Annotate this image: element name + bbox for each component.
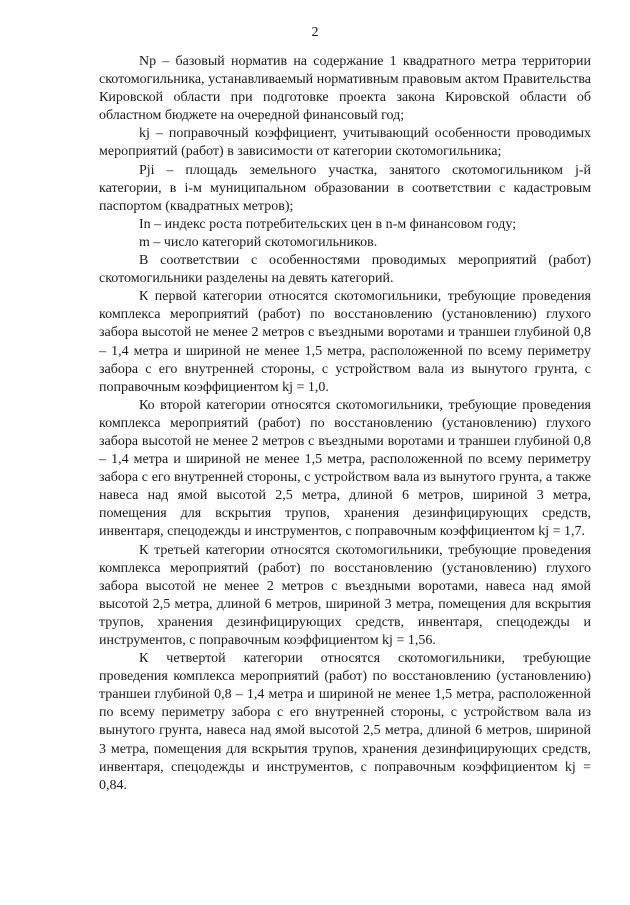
page-number: 2 <box>311 25 319 40</box>
paragraph-category-1: К первой категории относятся скотомогильники, требующие проведения комплекса мероприятий (работ) по восстановлению (установлению) глухого забора высотой не менее 2 метров с въездными воротами и траншеи глубиной 0,8 – 1,4 метра и шириной не менее 1,5 метра, расположенной по всему периметру забора с его внутренней стороны, с устройством вала из вынутого грунта, с поправочным коэффициентом kj = 1,0. <box>99 289 591 395</box>
paragraph-category-3: К третьей категории относятся скотомогильники, требующие проведения комплекса мероприятий (работ) по восстановлению (установлению) глухого забора высотой не менее 2 метров с въездными воротами, навеса над ямой высотой 2,5 метра, длиной 6 метров, шириной 3 метра, помещения для вскрытия трупов, хранения дезинфицирующих средств, инвентаря, спецодежды и инструментов, с поправочным коэффициентом kj = 1,56. <box>99 542 591 648</box>
paragraph-np-definition: Np – базовый норматив на содержание 1 квадратного метра территории скотомогильника, устанавливаемый нормативным правовым актом Правительства Кировской области при подготовке проекта закона Кировской области об областном бюджете на очередной финансовый год; <box>99 54 591 124</box>
paragraph-category-2: Ко второй категории относятся скотомогильники, требующие проведения комплекса мероприятий (работ) по восстановлению (установлению) глухого забора высотой не менее 2 метров с въездными воротами и траншеи глубиной 0,8 – 1,4 метра и шириной не менее 1,5 метра, расположенной по всему периметру забора с его внутренней стороны, с устройством вала из вынутого грунта, а также навеса над ямой высотой 2,5 метра, длиной 6 метров, шириной 3 метра, помещения для вскрытия трупов, хранения дезинфицирующих средств, инвентаря, спецодежды и инструментов, с поправочным коэффициентом kj = 1,7. <box>99 397 591 540</box>
paragraph-categories-intro: В соответствии с особенностями проводимых мероприятий (работ) скотомогильники разделены на девять категорий. <box>99 253 591 287</box>
document-body <box>99 53 591 795</box>
paragraph-category-4: К четвертой категории относятся скотомогильники, требующие проведения комплекса мероприятий (работ) по восстановлению (установлению) траншеи глубиной 0,8 – 1,4 метра и шириной не менее 1,5 метра, расположенной по всему периметру забора с его внутренней стороны, с устройством вала из вынутого грунта, навеса над ямой высотой 2,5 метра, длиной 6 метров, шириной 3 метра, помещения для вскрытия трупов, хранения дезинфицирующих средств, инвентаря, спецодежды и инструментов, с поправочным коэффициентом kj = 0,84. <box>99 651 591 793</box>
paragraph-m-definition: m – число категорий скотомогильников. <box>139 234 378 250</box>
paragraph-pji-definition: Pji – площадь земельного участка, занятого скотомогильником j-й категории, в i-м муниципальном образовании в соответствии с кадастровым паспортом (квадратных метров); <box>99 162 591 214</box>
paragraph-kj-definition: kj – поправочный коэффициент, учитывающий особенности проводимых мероприятий (работ) в зависимости от категории скотомогильника; <box>99 126 591 160</box>
paragraph-in-definition: In – индекс роста потребительских цен в n-м финансовом году; <box>139 216 517 232</box>
